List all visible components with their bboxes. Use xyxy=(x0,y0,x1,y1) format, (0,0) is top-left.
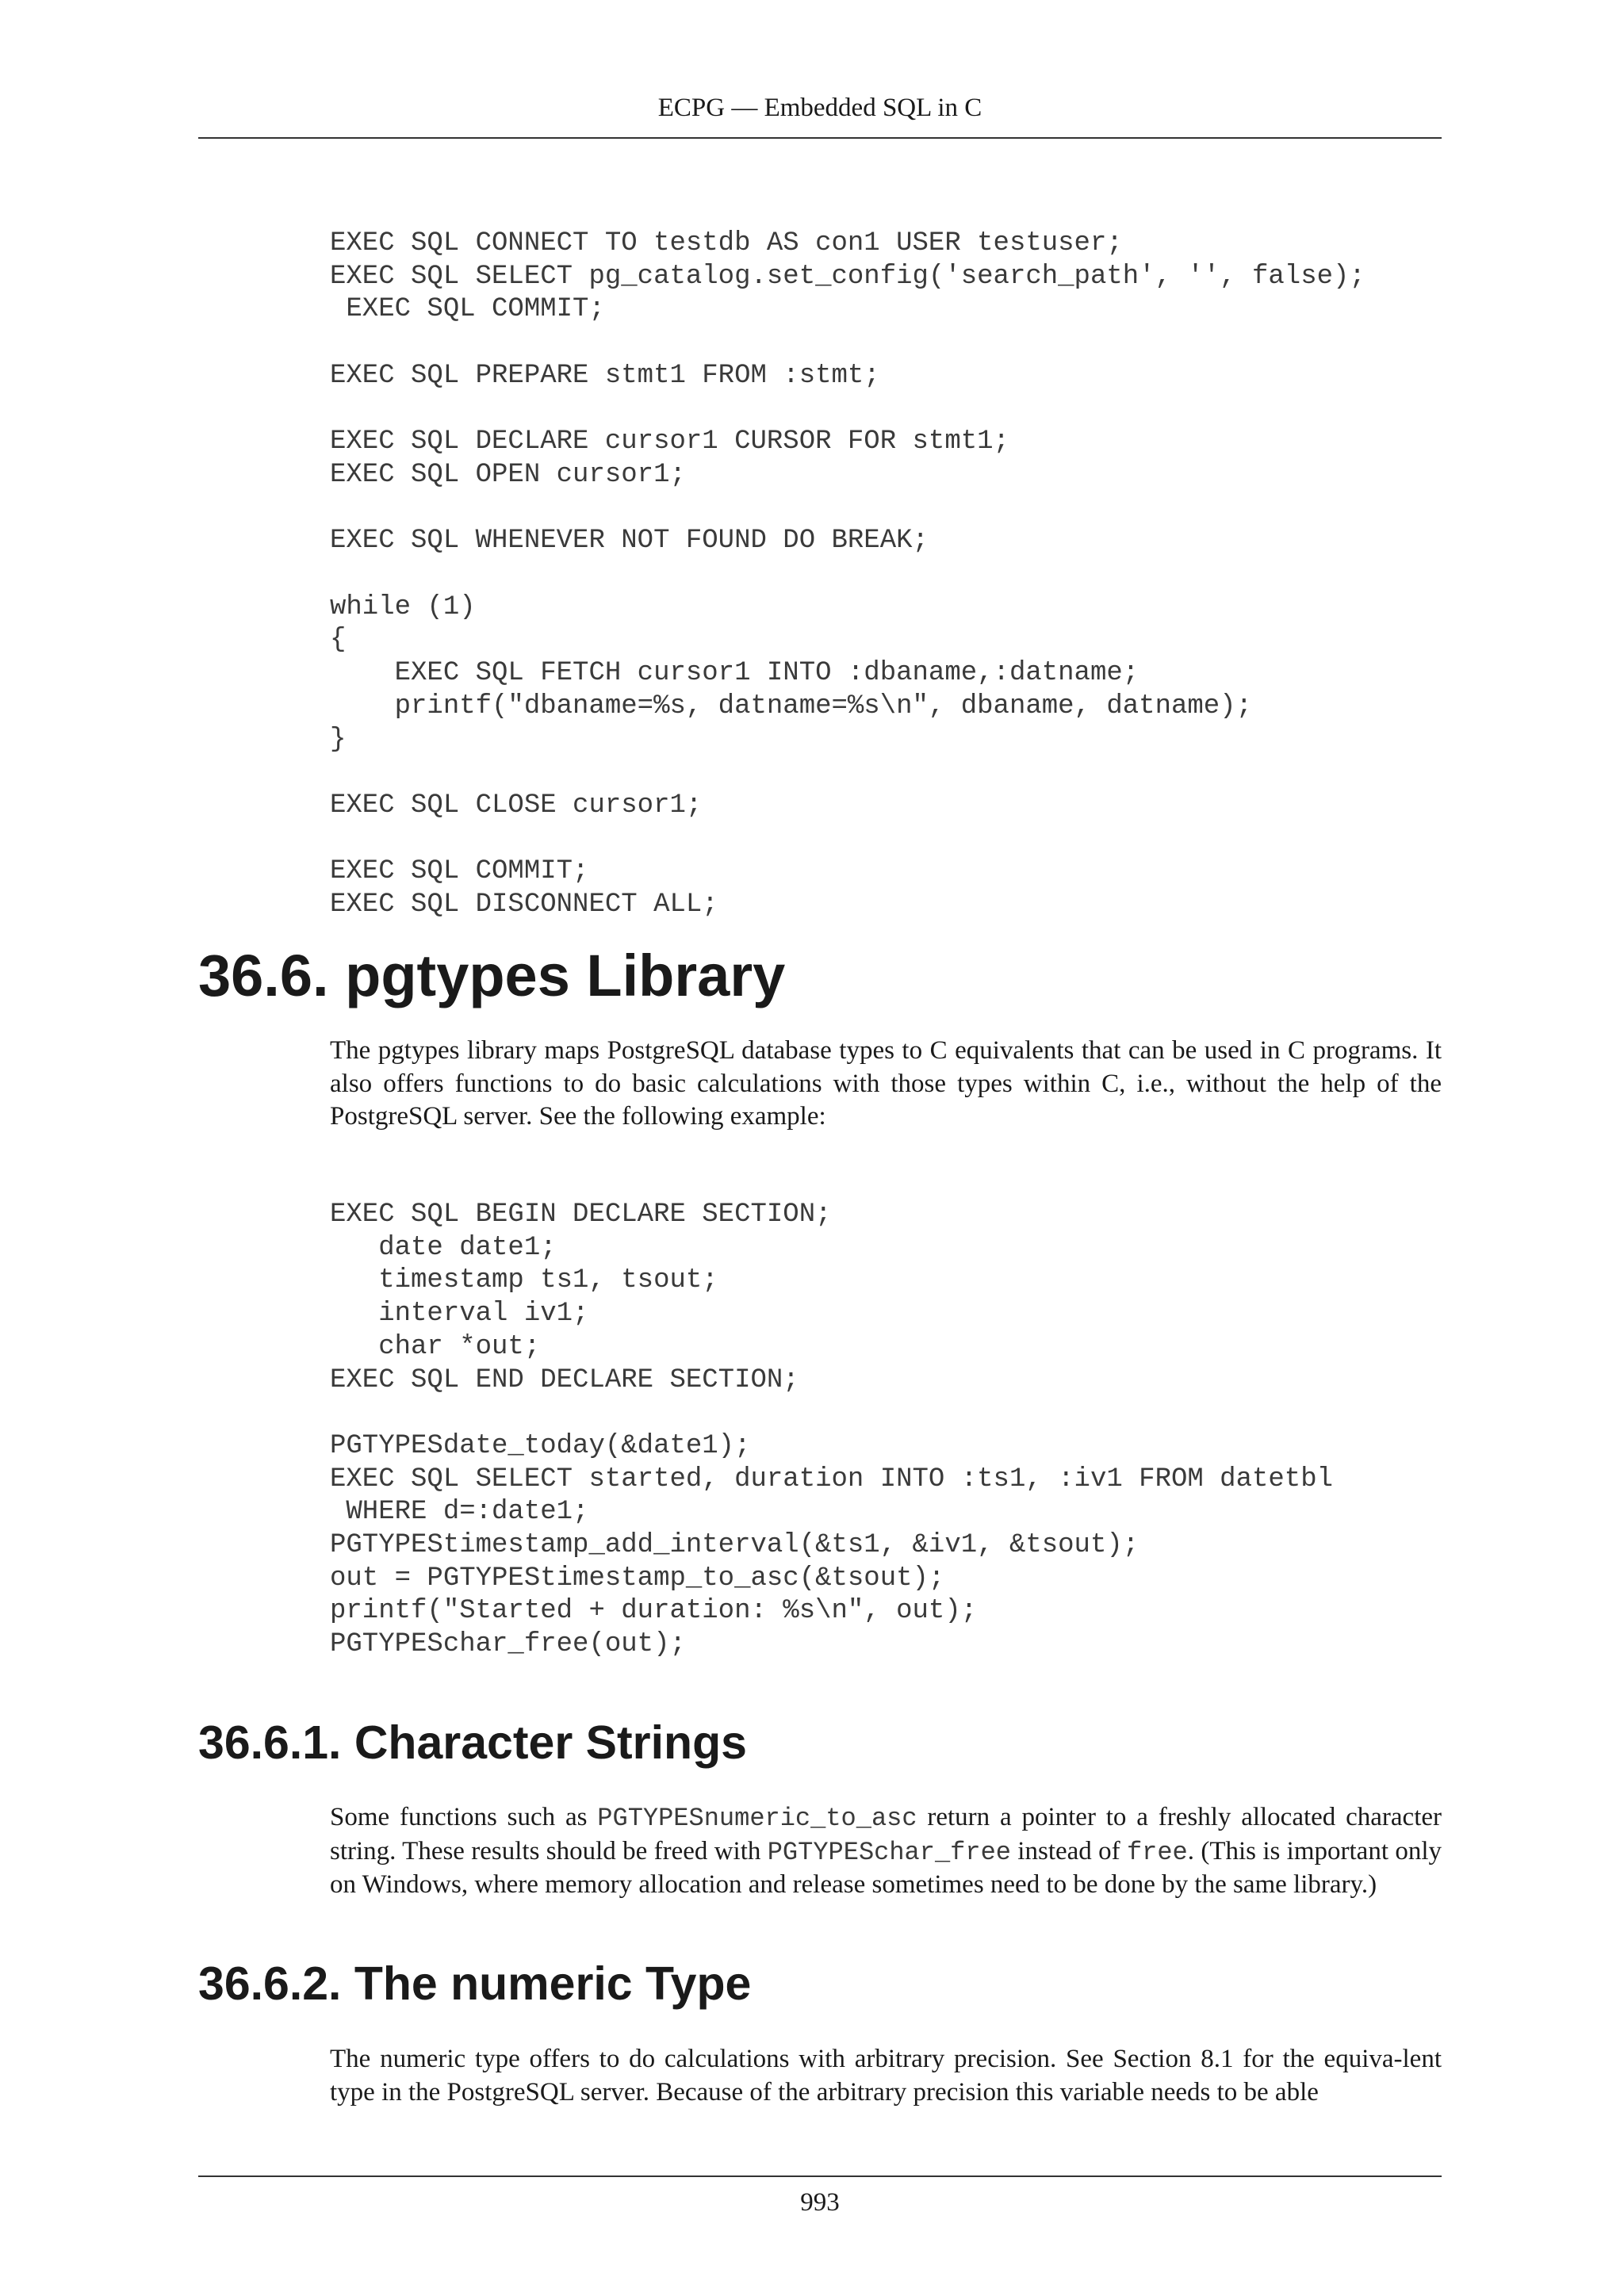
numeric-type-paragraph: The numeric type offers to do calculations with arbitrary precision. See Section 8.1 for the equiva-lent type in the PostgreSQL server. Because of the arbitrary precision this variable needs to be able xyxy=(330,2045,1442,2107)
pgtypes-intro-paragraph: The pgtypes library maps PostgreSQL database types to C equivalents that can be used in C programs. It also offers functions to do basic calculations with those types within C, i.e., without the help of the PostgreSQL server. See the following example: xyxy=(330,1036,1442,1131)
text-segment: Some functions such as xyxy=(330,1803,598,1831)
code-free: free xyxy=(1126,1837,1188,1867)
subsection-heading-numeric-type: 36.6.2. The numeric Type xyxy=(198,1957,752,2010)
text-segment: return a pointer to a freshly allocated character string. These results should be freed with xyxy=(330,1803,1442,1866)
section-heading-pgtypes: 36.6. pgtypes Library xyxy=(198,943,786,1008)
subsection-heading-character-strings: 36.6.1. Character Strings xyxy=(198,1716,747,1769)
code-block-pgtypes-example: EXEC SQL BEGIN DECLARE SECTION; date date1; timestamp ts1, tsout; interval iv1; char *out; EXEC SQL END DECLARE SECTION; PGTYPESdate_today(&date1); EXEC SQL SELECT started, duration INTO :ts1, :iv1 FROM datetbl WHERE d=:date1; PGTYPEStimestamp_add_interval(&ts1, &iv1, &tsout); out = PGTYPEStimestamp_to_asc(&tsout); printf("Started + duration: %s\n", out); PGTYPESchar_free(out); xyxy=(330,1200,1334,1660)
text-segment: . (This is important only on Windows, where memory allocation and release sometimes need to be done by the same library.) xyxy=(330,1836,1442,1899)
text-segment: instead of xyxy=(1010,1836,1127,1866)
page-number: 993 xyxy=(800,2188,840,2217)
footer-rule xyxy=(198,2175,1442,2177)
character-strings-paragraph xyxy=(330,1801,1442,1902)
header-rule xyxy=(198,137,1442,139)
code-pgtypesnumeric-to-asc: PGTYPESnumeric_to_asc xyxy=(597,1804,917,1833)
running-header: ECPG — Embedded SQL in C xyxy=(657,94,982,122)
code-block-connect-cursor: EXEC SQL CONNECT TO testdb AS con1 USER testuser; EXEC SQL SELECT pg_catalog.set_config('search_path', '', false); EXEC SQL COMMIT; EXEC SQL PREPARE stmt1 FROM :stmt; EXEC SQL DECLARE cursor1 CURSOR FOR stmt1; EXEC SQL OPEN cursor1; EXEC SQL WHENEVER NOT FOUND DO BREAK; while (1) { EXEC SQL FETCH cursor1 INTO :dbaname,:datname; printf("dbaname=%s, datname=%s\n", dbaname, datname); } EXEC SQL CLOSE cursor1; EXEC SQL COMMIT; EXEC SQL DISCONNECT ALL; xyxy=(330,228,1365,920)
code-pgtypeschar-free: PGTYPESchar_free xyxy=(767,1837,1011,1867)
